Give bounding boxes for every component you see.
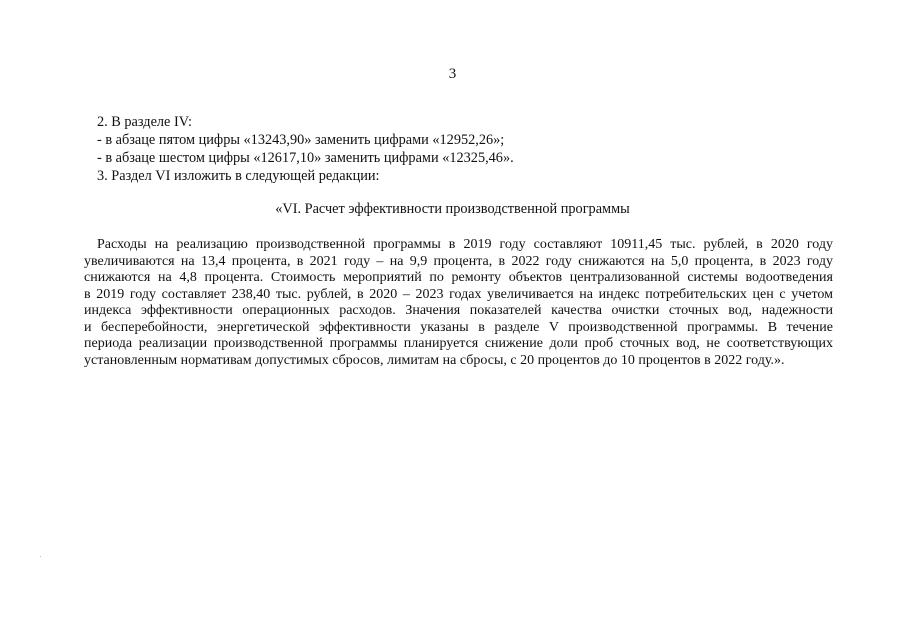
section-iv-title: 2. В разделе IV: xyxy=(97,114,192,130)
section-vi-paragraph xyxy=(84,237,833,369)
section-vi-heading: «VI. Расчет эффективности производственной программы xyxy=(275,201,630,217)
paragraph-line: и бесперебойности, энергетической эффективности указаны в разделе V производственной программы. В течение xyxy=(84,319,833,335)
paragraph-line: увеличиваются на 13,4 процента, в 2021 году – на 9,9 процента, в 2022 году снижаются на 5,0 процента, в 2023 году xyxy=(84,253,833,269)
scan-speck xyxy=(40,556,41,557)
page-number: 3 xyxy=(448,66,457,82)
paragraph-line: Расходы на реализацию производственной программы в 2019 году составляют 10911,45 тыс. рублей, в 2020 году xyxy=(97,237,833,252)
amendment-item-2: - в абзаце шестом цифры «12617,10» заменить цифрами «12325,46». xyxy=(97,150,514,166)
section-vi-instruction: 3. Раздел VI изложить в следующей редакции: xyxy=(97,168,380,184)
paragraph-line: в 2019 году составляет 238,40 тыс. рублей, в 2020 – 2023 годах увеличивается на индекс потребительских цен с учетом xyxy=(84,286,833,302)
paragraph-line: установленным нормативам допустимых сбросов, лимитам на сбросы, с 20 процентов до 10 процентов в 2022 году.». xyxy=(84,352,785,368)
amendment-item-1: - в абзаце пятом цифры «13243,90» заменить цифрами «12952,26»; xyxy=(97,132,505,148)
paragraph-line: периода реализации производственной программы планируется снижение доли проб сточных вод, не соответствующих xyxy=(84,336,833,351)
paragraph-line: индекса эффективности операционных расходов. Значения показателей качества очистки сточных вод, надежности xyxy=(84,303,833,318)
paragraph-line: снижаются на 4,8 процента. Стоимость мероприятий по ремонту объектов централизованной системы водоотведения xyxy=(84,270,833,285)
